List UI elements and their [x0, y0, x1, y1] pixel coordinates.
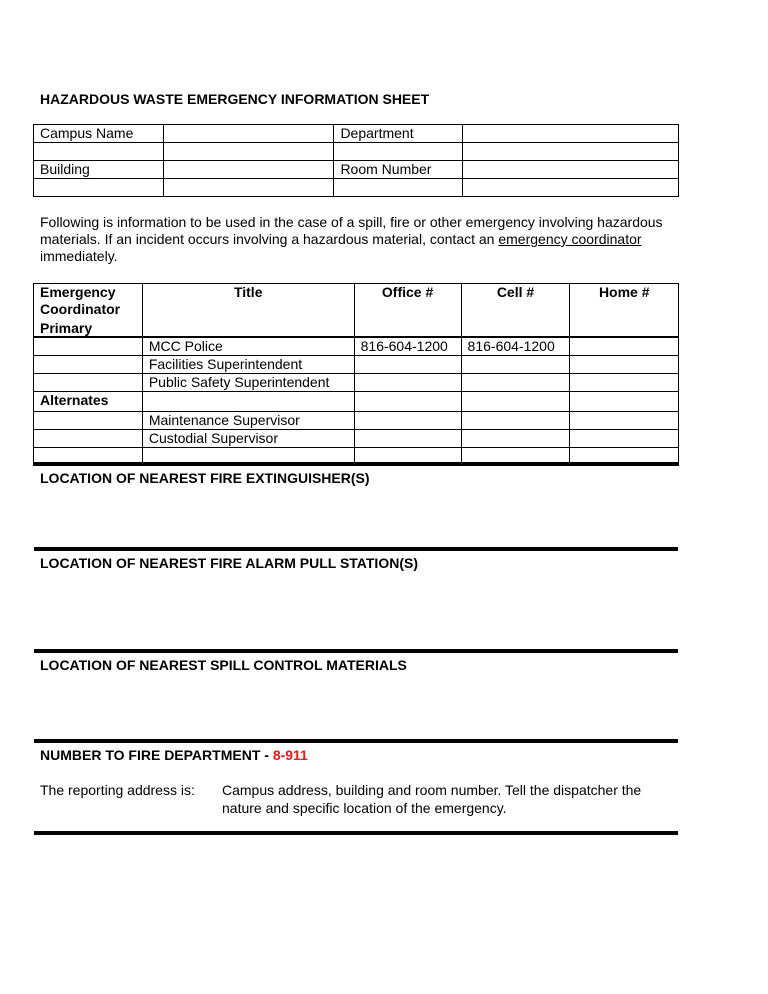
- empty-cell[interactable]: [354, 392, 461, 412]
- contact-title: Maintenance Supervisor: [142, 412, 354, 430]
- contact-title: MCC Police: [142, 338, 354, 356]
- coordinator-header: Emergency Coordinator: [34, 284, 143, 337]
- extinguisher-heading: LOCATION OF NEAREST FIRE EXTINGUISHER(S): [40, 470, 370, 486]
- section-divider: [34, 649, 678, 653]
- empty-cell: [34, 430, 143, 448]
- contact-home[interactable]: [570, 412, 679, 430]
- department-field[interactable]: [462, 125, 678, 143]
- contact-office[interactable]: [354, 412, 461, 430]
- contact-cell[interactable]: [461, 430, 570, 448]
- empty-cell: [334, 143, 462, 161]
- fire-department-number: 8-911: [272, 747, 308, 763]
- contact-office[interactable]: [354, 374, 461, 392]
- table-row: [34, 356, 679, 374]
- office-header: Office #: [354, 284, 461, 337]
- empty-cell: [34, 356, 143, 374]
- room-number-field[interactable]: [462, 161, 678, 179]
- section-divider: [34, 462, 678, 466]
- contacts-table: [33, 283, 679, 466]
- building-field-2[interactable]: [164, 179, 334, 197]
- contact-cell[interactable]: [461, 356, 570, 374]
- emergency-coordinator-link: emergency coordinator: [498, 231, 642, 247]
- section-divider: [34, 831, 678, 835]
- table-row: [34, 392, 679, 412]
- empty-cell: [34, 412, 143, 430]
- empty-cell: [334, 179, 462, 197]
- empty-cell: [34, 374, 143, 392]
- table-row: [34, 125, 679, 143]
- table-row: [34, 412, 679, 430]
- table-row: [34, 374, 679, 392]
- spill-heading: LOCATION OF NEAREST SPILL CONTROL MATERIALS: [40, 657, 407, 673]
- contact-title: Public Safety Superintendent: [142, 374, 354, 392]
- empty-cell[interactable]: [570, 392, 679, 412]
- primary-label-text: Primary: [40, 320, 93, 336]
- home-header: Home #: [570, 284, 679, 337]
- empty-cell[interactable]: [461, 392, 570, 412]
- contacts-header-row: [34, 284, 679, 337]
- page-title: HAZARDOUS WASTE EMERGENCY INFORMATION SHEET: [40, 91, 430, 107]
- fire-department-label: NUMBER TO FIRE DEPARTMENT -: [40, 747, 273, 763]
- contact-office[interactable]: [354, 356, 461, 374]
- alternates-label: Alternates: [34, 392, 143, 412]
- contact-cell[interactable]: [461, 374, 570, 392]
- department-field-2[interactable]: [462, 143, 678, 161]
- room-number-field-2[interactable]: [462, 179, 678, 197]
- table-row: [34, 338, 679, 356]
- campus-name-field[interactable]: [164, 125, 334, 143]
- contact-cell[interactable]: [461, 412, 570, 430]
- campus-name-label: Campus Name: [34, 125, 164, 143]
- campus-name-field-2[interactable]: [164, 143, 334, 161]
- intro-paragraph: [40, 214, 680, 265]
- intro-text-end: immediately.: [40, 248, 118, 264]
- contact-home[interactable]: [570, 374, 679, 392]
- table-row: [34, 143, 679, 161]
- empty-cell: [142, 392, 354, 412]
- contact-cell[interactable]: 816-604-1200: [461, 338, 570, 356]
- section-divider: [34, 739, 678, 743]
- contact-title: Facilities Superintendent: [142, 356, 354, 374]
- title-header: Title: [142, 284, 354, 337]
- table-row: [34, 179, 679, 197]
- table-row: [34, 161, 679, 179]
- table-row: [34, 430, 679, 448]
- building-field[interactable]: [164, 161, 334, 179]
- empty-cell: [34, 143, 164, 161]
- section-divider: [34, 547, 678, 551]
- cell-header: Cell #: [461, 284, 570, 337]
- fire-department-heading: [40, 747, 308, 763]
- room-number-label: Room Number: [334, 161, 462, 179]
- contact-home[interactable]: [570, 338, 679, 356]
- primary-label: [34, 338, 143, 356]
- department-label: Department: [334, 125, 462, 143]
- contact-title: Custodial Supervisor: [142, 430, 354, 448]
- pull-station-heading: LOCATION OF NEAREST FIRE ALARM PULL STATION(S): [40, 555, 418, 571]
- contact-home[interactable]: [570, 356, 679, 374]
- reporting-block: [40, 781, 680, 821]
- intro-text: Following is information to be used in the case of a spill, fire or other emergency involving hazardous materials. If an incident occurs involving a hazardous material, contact an: [40, 214, 663, 247]
- reporting-text: Campus address, building and room number. Tell the dispatcher the nature and specific location of the emergency.: [222, 782, 642, 816]
- contact-office[interactable]: 816-604-1200: [354, 338, 461, 356]
- campus-info-table: [33, 124, 679, 197]
- reporting-label: The reporting address is:: [40, 782, 195, 798]
- empty-cell: [34, 179, 164, 197]
- building-label: Building: [34, 161, 164, 179]
- contact-office[interactable]: [354, 430, 461, 448]
- contact-home[interactable]: [570, 430, 679, 448]
